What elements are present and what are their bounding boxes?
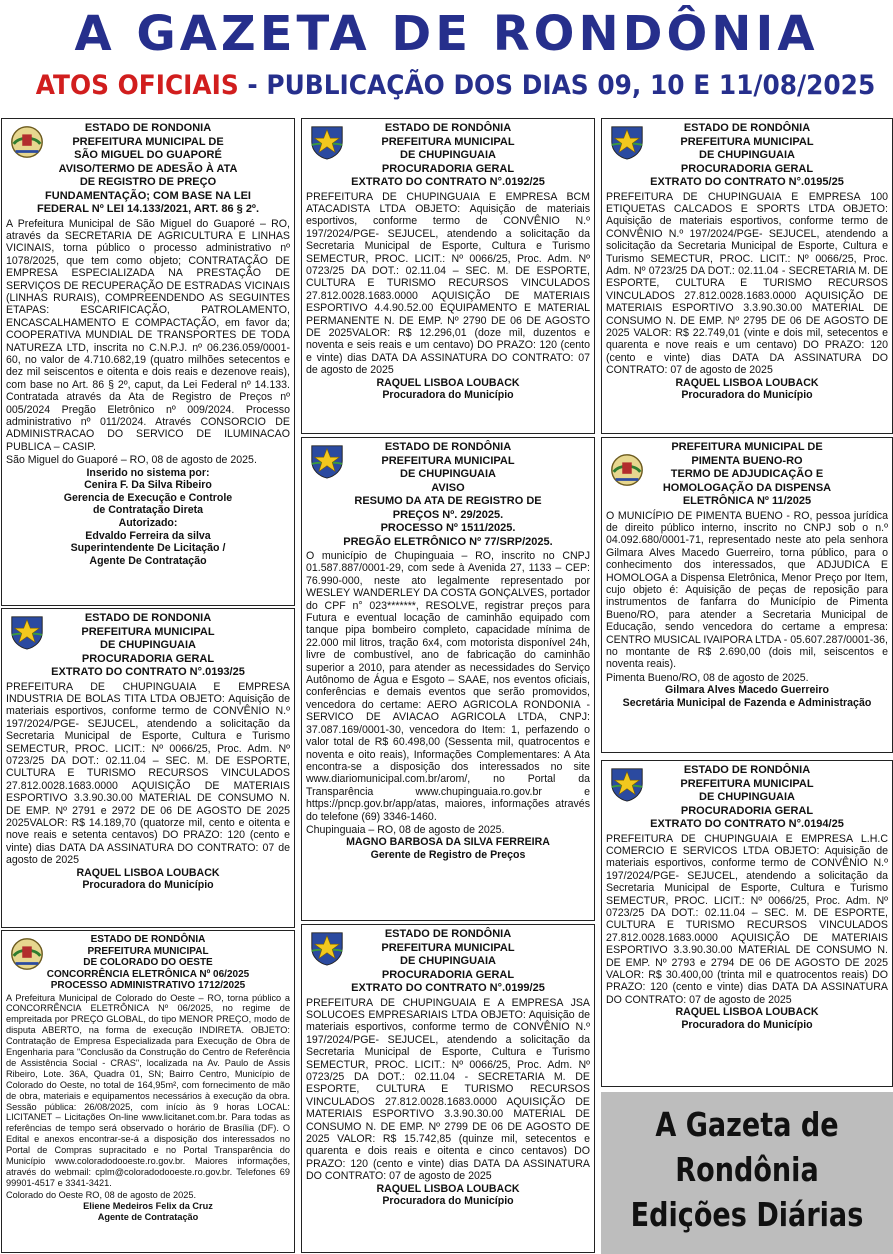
notice-sao-miguel-adesao [1, 118, 295, 606]
section-subtitle-red: ATOS OFICIAIS [35, 70, 239, 101]
notice-colorado-concorrencia [1, 930, 295, 1253]
sao-miguel-crest-icon [8, 123, 46, 161]
promo-line: Edições Diárias [630, 1195, 864, 1234]
star-shield-crest-icon [8, 613, 46, 651]
notice-chupinguaia-0199 [301, 924, 595, 1253]
notice-chupinguaia-ata-registro [301, 437, 595, 921]
section-subtitle-blue: - PUBLICAÇÃO DOS DIAS 09, 10 E 11/08/2025 [238, 70, 876, 101]
notice-body: PREFEITURA DE CHUPINGUAIA E EMPRESA BCM ATACADISTA LTDA OBJETO: Aquisição de materiais esportivos, conforme termo de CONVÊNIO N.º 197/2024/PGE- SEJUCEL, atendendo a solicitação da Secretaria Municipal de Esporte, Cultura e Turismo SEMECTUR, PROC. LICIT.: Nº 0066/25, Proc. Adm. Nº 0723/25 DA DOT.: 02.11.04 – SEC. M. DE ESPORTE, CULTURA E TURISMO RECURSOS VINCULADOS 27.812.0028.1683.0000 AQUISIÇÃO DE MATERIAIS ESPORTIVO 4.4.90.52.00 EQUIPAMENTO E MATERIAL PERMANENTE N. DE EMP. Nº 2790 DE 06 DE AGOSTO DE 2025VALOR: R$ 12.296,01 (doze mil, duzentos e noventa e seis reais e um centavo) DO PRAZO: 120 (cento e vinte) dias DATA DA ASSINATURA DO CONTRATO: 07 de agosto de 2025 [306, 190, 590, 377]
notice-signature: RAQUEL LISBOA LOUBACK Procuradora do Município [675, 1006, 819, 1031]
notice-body: A Prefeitura Municipal de São Miguel do Guaporé – RO, através da SECRETARIA DE AGRICULTURA E LINHAS VICINAIS, torna público o processo administrativo nº 1078/2025, que tem como objeto; CONTRATAÇÃO DE EMPRESA ESPECIALIZADA NA PRESTAÇÃO DE SERVIÇOS DE RECUPERAÇÃO DE ESTRADAS VICINAIS (LINHAS RURAIS), COMPREENDENDO AS SEGUINTES ETAPAS: ESCARIFICAÇÃO, PATROLAMENTO, ENCASCALHAMENTO E COMPACTAÇÃO, em favor da; COOPERATIVA MUNDIAL DE TRANSPORTES DE TODA NATUREZA LTD, inscrita no C.N.P.J. nº 06.236.059/0001-60, no valor de 4.710.682,19 (quatro milhões setecentos e dez mil seiscentos e oitenta e dois reais e dezenove reais), com base no Art. 86 § 2º, caput, da Lei Federal nº 14.133. Contratada através da Ata de Registro de Preços nº 005/2024 Pregão Eletrônico nº 009/2024. Processo administrativo nº 011/2024. Através CONSORCIO DE ADMINISTRACAO DO SERVICO DE ILUMINACAO PUBLICA – CASIP. [6, 217, 290, 453]
colorado-crest-icon [8, 935, 46, 973]
notice-header: ESTADO DE RONDÔNIA PREFEITURA MUNICIPAL DE CHUPINGUAIA PROCURADORIA GERAL EXTRATO DO CONTRATO N°.0195/25 [606, 122, 888, 190]
notice-date: Chupinguaia – RO, 08 de agosto de 2025. [306, 823, 505, 836]
notice-body: PREFEITURA DE CHUPINGUAIA E A EMPRESA JSA SOLUCOES EMPRESARIAIS LTDA OBJETO: Aquisição de materiais esportivos, conforme termo de CONVÊNIO N.º 197/2024/PGE- SEJUCEL, atendendo a solicitação da Secretaria Municipal de Esporte, Cultura e Turismo SEMECTUR, PROC. LICIT.: Nº 0066/25, Proc. Adm. Nº 0723/25 DA DOT.: 02.11.04 - SECRETARIA M. DE ESPORTE, CULTURA E TURISMO RECURSOS VINCULADOS 27.812.0028.1683.0000 AQUISIÇÃO DE MATERIAIS ESPORTIVO 3.3.90.30.00 MATERIAL DE CONSUMO N. DE EMP. Nº 2799 DE 06 DE AGOSTO DE 2025 VALOR: R$ 15.742,85 (quinze mil, setecentos e quarenta e dois reais e oitenta e cinco centavos) DO PRAZO: 120 (cento e vinte) dias DATA DA ASSINATURA DO CONTRATO: 07 de agosto de 2025 [306, 996, 590, 1183]
notice-header: ESTADO DE RONDONIA PREFEITURA MUNICIPAL DE SÃO MIGUEL DO GUAPORÉ AVISO/TERMO DE ADESÃO À ATA DE REGISTRO DE PREÇO FUNDAMENTAÇÃO; COM BASE NA LEI FEDERAL Nº LEI 14.133/2021, ART. 86 § 2º. [6, 122, 290, 217]
notice-date: Pimenta Bueno/RO, 08 de agosto de 2025. [606, 671, 809, 684]
star-shield-crest-icon [308, 929, 346, 967]
notice-body: O município de Chupinguaia – RO, inscrito no CNPJ 01.587.887/0001-29, com sede à Avenida 27, 1133 – CEP: 76.990-000, neste ato legalmente representado por WESLEY WANDERLEY DA COSTA GONÇALVES, portador do CPF n° 023*******, RESOLVE, registrar preços para Futura e eventual locação de caminhão equipado com tanque pipa bombeiro completo, capacidade mínima de 22.000 mil litros, tração 6x4, com motorista disponível 24h, livre de combustível, ano de fabricação do caminhão superior a 2010, para atender as necessidades do Serviço Autônomo de Água e Esgoto – SAAE, nos eventos oficiais, conferências e demais eventos que serão promovidos, vencedora do certame: AERO AGRICOLA RONDONIA - SERVICO DE AVIACAO AGRICOLA LTDA, CNPJ: 37.087.169/0001-30, vencedora do Item: 1, perfazendo o valor total de R$ 60.498,00 (Sessenta mil, quatrocentos e noventa e oito reais), Informações Complementares: A Ata encontra-se a disposição dos interessados no site www.diariomunicipal.com.br/arom/, no Portal da Transparência www.chupinguaia.ro.gov.br e https://pncp.gov.br/app/atas, maiores, informações através do telefone (69) 3346-1460. [306, 550, 590, 823]
notice-body: PREFEITURA DE CHUPINGUAIA E EMPRESA INDUSTRIA DE BOLAS TITA LTDA OBJETO: Aquisição de materiais esportivos, conforme termo de CONVÊNIO N.º 197/2024/PGE- SEJUCEL, atendendo a solicitação da Secretaria Municipal de Esporte, Cultura e Turismo SEMECTUR, PROC. LICIT.: Nº 0066/25, Proc. Adm. Nº 0723/25 DA DOT.: 02.11.04 – SEC. M. DE ESPORTE, CULTURA E TURISMO RECURSOS VINCULADOS 27.812.0028.1683.0000 AQUISIÇÃO DE MATERIAIS ESPORTIVO 3.3.90.30.00 MATERIAL DE CONSUMO N. DE EMP. Nº 2791 e 2972 DE 06 DE AGOSTO DE 2025 2025VALOR: R$ 14.189,70 (quatorze mil, cento e oitenta e nove reais e setenta centavos) DO PRAZO: 120 (cento e vinte) dias DATA DA ASSINATURA DO CONTRATO: 07 de agosto de 2025 [6, 680, 290, 867]
masthead [0, 0, 893, 114]
notice-body: PREFEITURA DE CHUPINGUAIA E EMPRESA L.H.C COMERCIO E SERVICOS LTDA OBJETO: Aquisição de materiais esportivos, conforme termo de CONVÊNIO N.º 197/2024/PGE- SEJUCEL, atendendo a solicitação da Secretaria Municipal de Esporte, Cultura e Turismo SEMECTUR, PROC. LICIT.: Nº 0066/25, Proc. Adm. Nº 0723/25 DA DOT.: 02.11.04 – SEC. M. DE ESPORTE, CULTURA E TURISMO RECURSOS VINCULADOS 27.812.0028.1683.0000 AQUISIÇÃO DE MATERIAIS ESPORTIVO 3.3.90.30.00 MATERIAL DE CONSUMO N. DE EMP. Nº 2793 e 2794 DE 06 DE AGOSTO DE 2025 VALOR: R$ 30.400,00 (trinta mil e quatrocentos reais) DO PRAZO: 120 (cento e vinte) dias DATA DA ASSINATURA DO CONTRATO: 07 de agosto de 2025 [606, 832, 888, 1006]
notice-signature: RAQUEL LISBOA LOUBACK Procuradora do Município [376, 1182, 520, 1208]
star-shield-crest-icon [308, 442, 346, 480]
star-shield-crest-icon [308, 123, 346, 161]
notice-date: São Miguel do Guaporé – RO, 08 de agosto de 2025. [6, 454, 257, 467]
notice-chupinguaia-0195 [601, 118, 893, 434]
notice-signature: RAQUEL LISBOA LOUBACK Procuradora do Município [675, 376, 819, 402]
star-shield-crest-icon [608, 765, 646, 803]
notice-signature: RAQUEL LISBOA LOUBACK Procuradora do Município [376, 376, 520, 402]
notice-signature: Inserido no sistema por: Cenira F. Da Silva Ribeiro Gerencia de Execução e Controle de Contratação Direta Autorizado: Edvaldo Ferreira da silva Superintendente De Licitação / Agente De Contratação [63, 466, 233, 567]
notice-chupinguaia-0194 [601, 760, 893, 1087]
notice-header: ESTADO DE RONDÔNIA PREFEITURA MUNICIPAL DE CHUPINGUAIA PROCURADORIA GERAL EXTRATO DO CONTRATO N°.0194/25 [606, 764, 888, 832]
notice-header: ESTADO DE RONDÔNIA PREFEITURA MUNICIPAL DE CHUPINGUAIA AVISO RESUMO DA ATA DE REGISTRO DE PREÇOS Nº. 29/2025. PROCESSO Nº 1511/2025. PREGÃO ELETRÔNICO Nº 77/SRP/2025. [306, 441, 590, 549]
notice-body: O MUNICÍPIO DE PIMENTA BUENO - RO, pessoa jurídica de direito público interno, inscrito no CNPJ sob o n.º 04.092.680/0001-71, representado neste ato pela senhora Gilmara Alves Macedo Guerreiro, torna público, para o conhecimento dos interessados, que ADJUDICA E HOMOLOGA a Dispensa Eletrônica, Menor Preço por Item, cujo objeto é: Aquisição de peças de reposição para instrumentos de fanfarra do Município de Pimenta Bueno/RO, para atender a Secretaria Municipal de Educação, sendo vencedora do certame a empresa: CENTRO MUSICAL IVAIPORA LTDA - 05.607.287/0001-36, no montante de R$ 2.690,00 (dois mil, seiscentos e noventa reais). [606, 509, 888, 671]
notice-chupinguaia-0192 [301, 118, 595, 434]
notice-signature: Eliene Medeiros Felix da Cruz Agente de Contratação [83, 1200, 213, 1222]
promo-block [601, 1092, 893, 1254]
promo-line: Rondônia [675, 1150, 819, 1189]
notice-header: ESTADO DE RONDÔNIA PREFEITURA MUNICIPAL DE CHUPINGUAIA PROCURADORIA GERAL EXTRATO DO CONTRATO N°.0192/25 [306, 122, 590, 190]
notice-body: A Prefeitura Municipal de Colorado do Oeste – RO, torna público a CONCORRÊNCIA ELETRÔNICA Nº 06/2025, no regime de empreitada por PREÇO GLOBAL, do tipo MENOR PREÇO, modo de disputa ABERTO, na forma de execução INDIRETA. OBJETO: Contratação de Empresa Especializada para Execução de Obra de Engenharia para "Conclusão da Construção do Centro de Referência de Assistência Social - CRAS", localizada na Av. Paulo de Assis Ribeiro, Lote. 36A, Quadra 01, SN; Bairro Centro, Município de Colorado do Oeste, no total de 164,95m², com fornecimento de mão de obra, materiais e equipamentos necessários à execução da obra. Sessão pública: 26/08/2025, com início às 9 horas LOCAL: LICITANET – Licitações On-line www.licitanet.com.br. Para todas as referências de tempo será observado o horário de Brasília (DF). O Edital e anexos encontrar-se-á a disposição dos interessados no Portal de Compras supracitado e no Portal Transparência do Município www.coloradodooeste.ro.gov.br. Maiores informações, através do webmail: cplm@coloradodooeste.ro.gov.br. Telefones 69 99901-4517 e 3341-3421. [6, 992, 290, 1188]
notice-signature: MAGNO BARBOSA DA SILVA FERREIRA Gerente de Registro de Preços [346, 836, 550, 861]
notice-signature: Gilmara Alves Macedo Guerreiro Secretária Municipal de Fazenda e Administração [622, 684, 872, 709]
notice-header: ESTADO DE RONDÔNIA PREFEITURA MUNICIPAL DE COLORADO DO OESTE CONCORRÊNCIA ELETRÔNICA Nº 06/2025 PROCESSO ADMINISTRATIVO 1712/2025 [6, 934, 290, 992]
notice-header: PREFEITURA MUNICIPAL DE PIMENTA BUENO-RO TERMO DE ADJUDICAÇÃO E HOMOLOGAÇÃO DA DISPENSA ELETRÔNICA Nº 11/2025 [606, 441, 888, 509]
notice-header: ESTADO DE RONDÔNIA PREFEITURA MUNICIPAL DE CHUPINGUAIA PROCURADORIA GERAL EXTRATO DO CONTRATO N°.0199/25 [306, 928, 590, 996]
section-subtitle [35, 68, 876, 104]
promo-line: A Gazeta de [655, 1105, 839, 1144]
notice-pimenta-bueno-dispensa [601, 437, 893, 753]
newspaper-title: A GAZETA DE RONDÔNIA [74, 6, 819, 62]
star-shield-crest-icon [608, 123, 646, 161]
notice-header: ESTADO DE RONDONIA PREFEITURA MUNICIPAL DE CHUPINGUAIA PROCURADORIA GERAL EXTRATO DO CONTRATO N°.0193/25 [6, 612, 290, 680]
notice-signature: RAQUEL LISBOA LOUBACK Procuradora do Município [76, 866, 220, 892]
notice-chupinguaia-0193 [1, 608, 295, 928]
notice-date: Colorado do Oeste RO, 08 de agosto de 2025. [6, 1189, 197, 1200]
pimenta-bueno-crest-icon [608, 451, 646, 489]
notice-body: PREFEITURA DE CHUPINGUAIA E EMPRESA 100 ETIQUETAS CALCADOS E SPORTS LTDA OBJETO: Aquisição de materiais esportivos, conforme termo de CONVÊNIO N.º 197/2024/PGE- SEJUCEL, atendendo a solicitação da Secretaria Municipal de Esporte, Cultura e Turismo SEMECTUR, PROC. LICIT.: Nº 0066/25, Proc. Adm. Nº 0723/25 DA DOT.: 02.11.04 - SECRETARIA M. DE ESPORTE, CULTURA E TURISMO RECURSOS VINCULADOS 27.812.0028.1683.0000 AQUISIÇÃO DE MATERIAIS ESPORTIVO 3.3.90.30.00 MATERIAL DE CONSUMO N. DE EMP. Nº 2795 DE 06 DE AGOSTO DE 2025 VALOR: R$ 22.749,01 (vinte e dois mil, setecentos e quarenta e nove reais e um centavo) DO PRAZO: 120 (cento e vinte) dias DATA DA ASSINATURA DO CONTRATO: 07 de agosto de 2025 [606, 190, 888, 377]
